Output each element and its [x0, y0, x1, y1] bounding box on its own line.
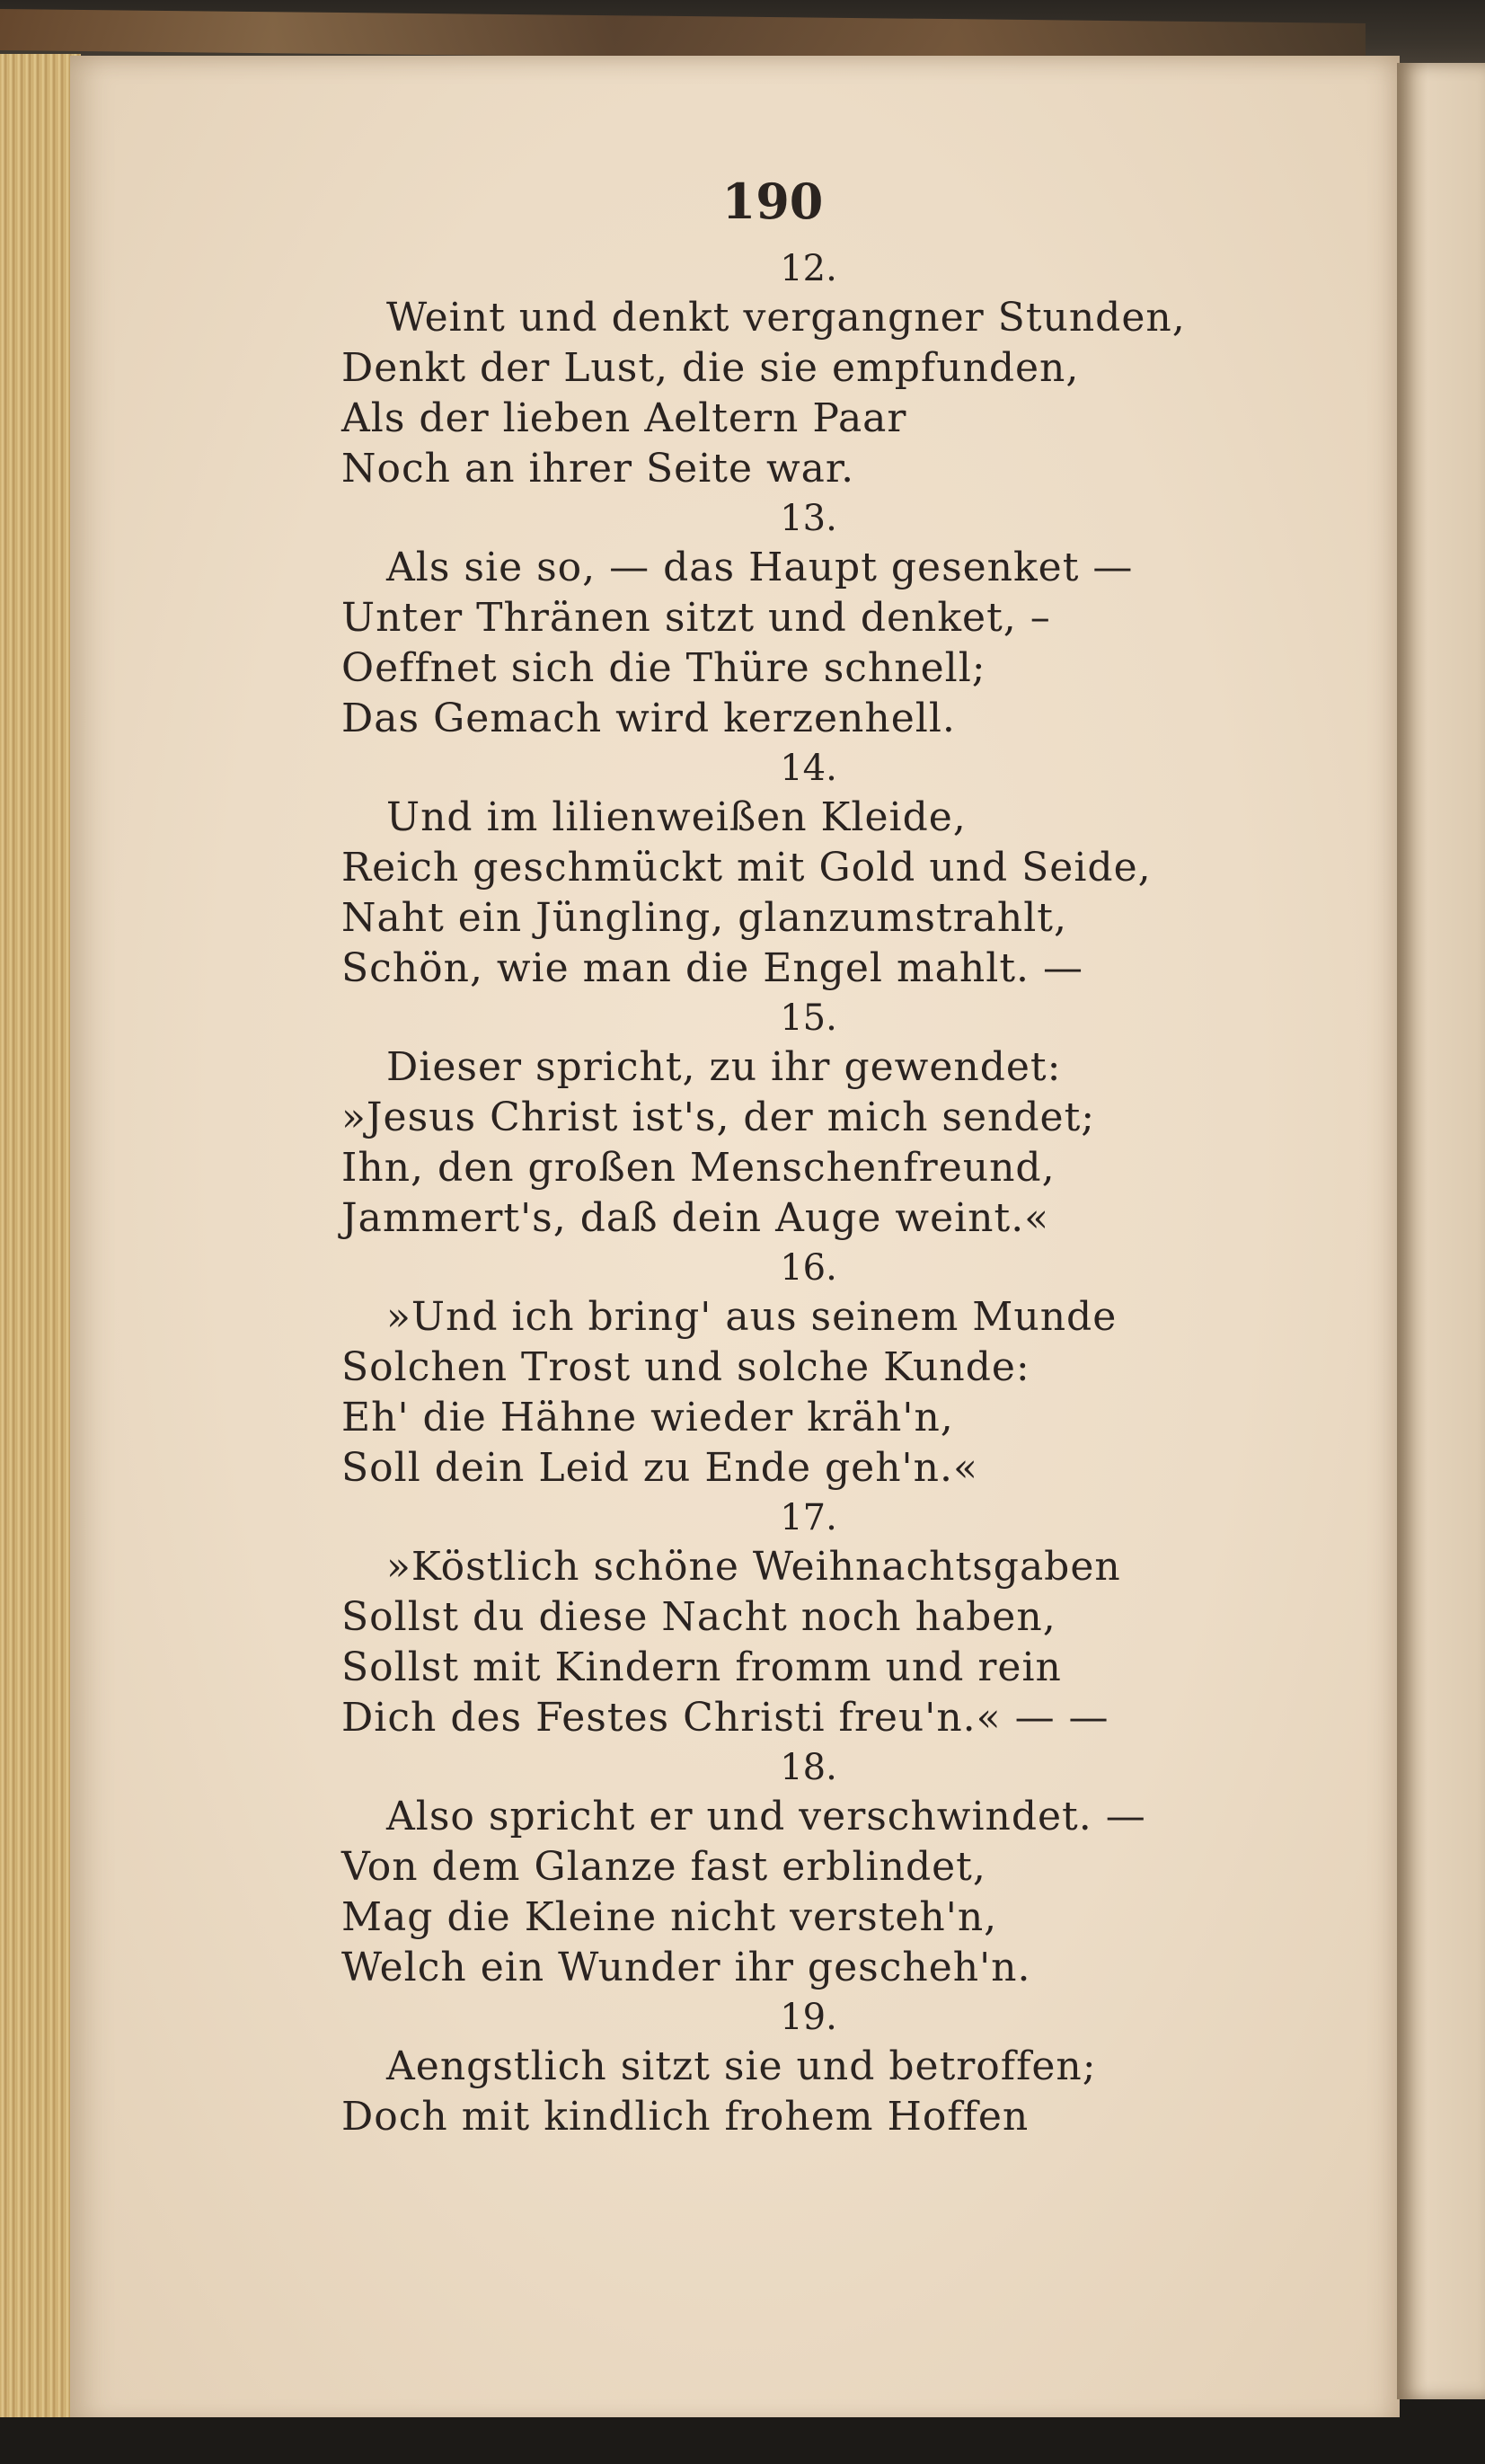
- stanza-number: 19.: [780, 1997, 837, 2038]
- verse-line: Noch an ihrer Seite war.: [341, 446, 855, 492]
- verse-line: Soll dein Leid zu Ende geh'n.«: [341, 1445, 978, 1491]
- stanza-13: [341, 494, 1294, 744]
- poem-text: [341, 244, 1294, 2142]
- stanza-number: 15.: [780, 997, 837, 1039]
- stanza-17: [341, 1493, 1294, 1743]
- verse-line: »Und ich bring' aus seinem Munde: [386, 1294, 1118, 1340]
- stanza-number: 18.: [780, 1747, 837, 1788]
- verse-line: Das Gemach wird kerzenhell.: [341, 696, 956, 741]
- facing-page-edge: [1397, 63, 1485, 2399]
- verse-line: Mag die Kleine nicht versteh'n,: [341, 1894, 998, 1940]
- verse-line: Schön, wie man die Engel mahlt. —: [341, 945, 1083, 991]
- verse-line: Eh' die Hähne wieder kräh'n,: [341, 1395, 954, 1440]
- verse-line: »Köstlich schöne Weihnachtsgaben: [386, 1544, 1121, 1590]
- verse-line: Dich des Festes Christi freu'n.« — —: [341, 1695, 1109, 1741]
- verse-line: Unter Thränen sitzt und denket, –: [341, 595, 1051, 641]
- verse-line: Welch ein Wunder ihr gescheh'n.: [341, 1945, 1031, 1990]
- verse-line: Doch mit kindlich frohem Hoffen: [341, 2094, 1030, 2140]
- verse-line: Denkt der Lust, die sie empfunden,: [341, 345, 1080, 391]
- stanza-number: 12.: [780, 248, 837, 289]
- verse-line: Weint und denkt vergangner Stunden,: [386, 295, 1186, 341]
- stanza-18: [341, 1743, 1294, 1993]
- verse-line: Aengstlich sitzt sie und betroffen;: [386, 2043, 1097, 2089]
- gilded-page-edges: [0, 54, 81, 2426]
- verse-line: Solchen Trost und solche Kunde:: [341, 1344, 1030, 1390]
- stanza-number: 16.: [780, 1247, 837, 1289]
- verse-line: »Jesus Christ ist's, der mich sendet;: [341, 1095, 1096, 1140]
- stanza-number: 17.: [780, 1497, 837, 1538]
- verse-line: Von dem Glanze fast erblindet,: [341, 1844, 986, 1890]
- verse-line: Sollst du diese Nacht noch haben,: [341, 1594, 1056, 1640]
- verse-line: Naht ein Jüngling, glanzumstrahlt,: [341, 895, 1067, 941]
- stanza-14: [341, 744, 1294, 994]
- verse-line: Jammert's, daß dein Auge weint.«: [341, 1195, 1050, 1241]
- stanza-12: [341, 244, 1294, 494]
- verse-line: Sollst mit Kindern fromm und rein: [341, 1644, 1062, 1690]
- verse-line: Oeffnet sich die Thüre schnell;: [341, 645, 986, 691]
- verse-line: Ihn, den großen Menschenfreund,: [341, 1145, 1056, 1191]
- stanza-number: 13.: [780, 498, 837, 539]
- verse-line: Als der lieben Aeltern Paar: [341, 395, 907, 441]
- verse-line: Reich geschmückt mit Gold und Seide,: [341, 845, 1152, 891]
- verse-line: Als sie so, — das Haupt gesenket —: [386, 545, 1134, 590]
- stanza-number: 14.: [780, 748, 837, 789]
- stanza-16: [341, 1244, 1294, 1493]
- stanza-15: [341, 994, 1294, 1244]
- stanza-19: [341, 1993, 1294, 2142]
- verse-line: Also spricht er und verschwindet. —: [386, 1794, 1146, 1839]
- verse-line: Dieser spricht, zu ihr gewendet:: [386, 1044, 1062, 1090]
- binding-bottom-edge: [0, 2417, 1485, 2464]
- verse-line: Und im lilienweißen Kleide,: [386, 794, 967, 840]
- page-number: 190: [721, 173, 824, 230]
